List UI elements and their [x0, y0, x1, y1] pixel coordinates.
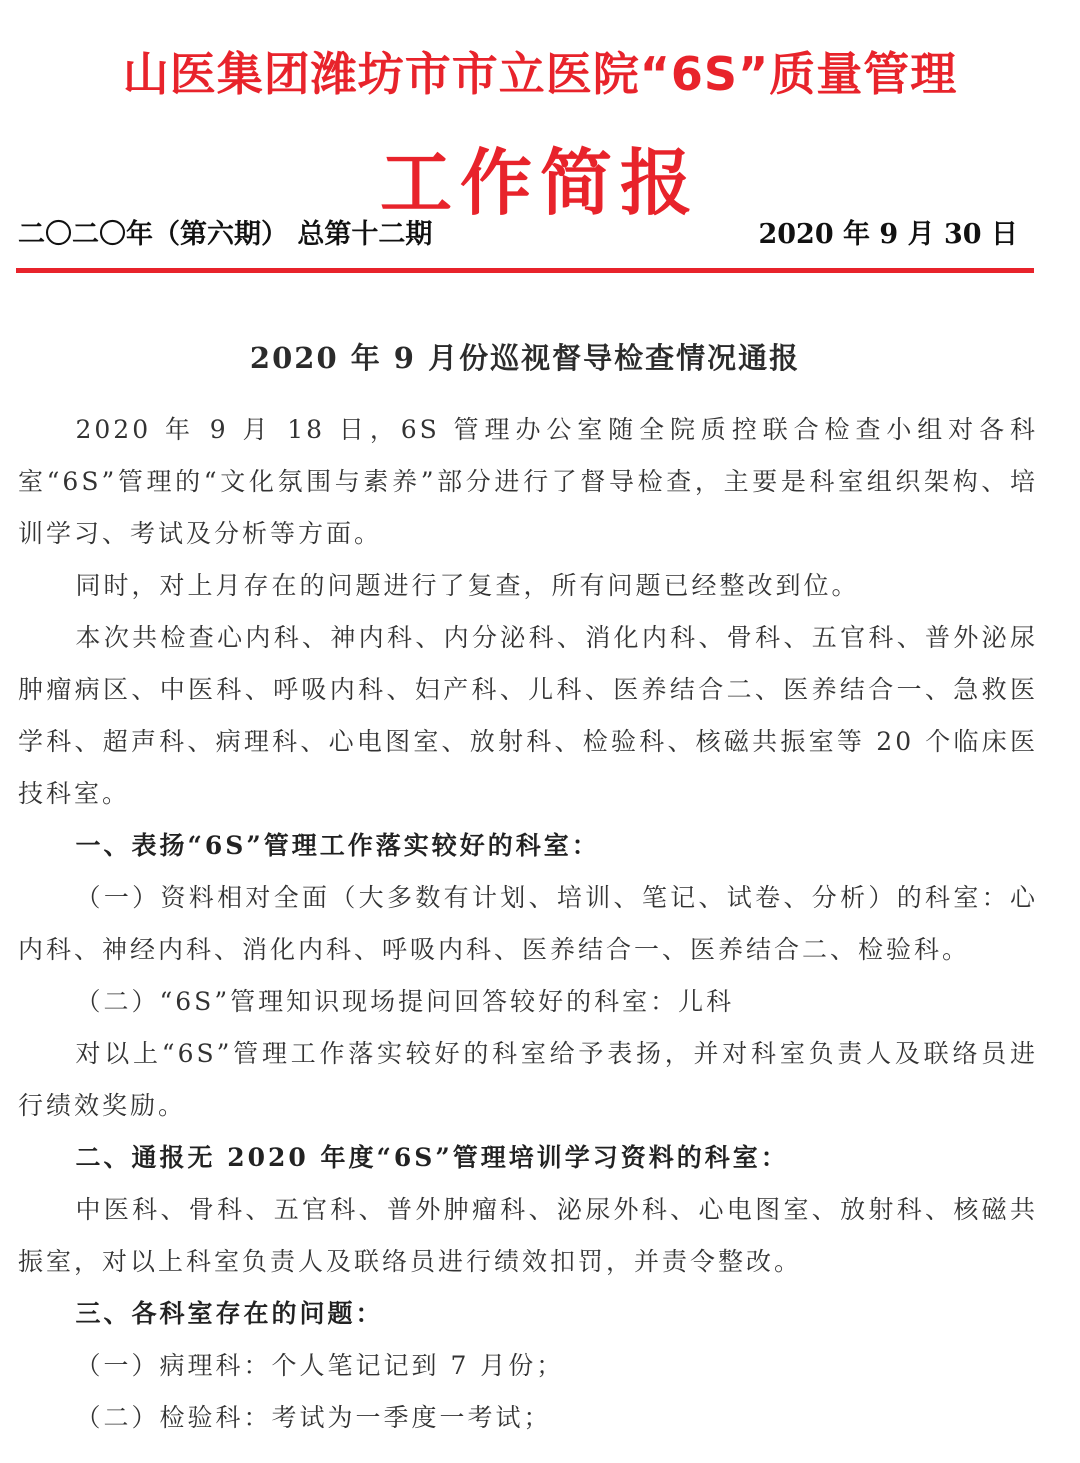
issue-info-row: [18, 212, 1018, 252]
masthead-title: 山医集团潍坊市市立医院“6S”质量管理: [122, 47, 958, 101]
report-title: 2020 年 9 月份巡视督导检查情况通报: [249, 341, 801, 375]
paragraph-recheck: 同时，对上月存在的问题进行了复查，所有问题已经整改到位。: [75, 571, 860, 600]
masthead-subtitle: 工作简报: [379, 141, 700, 225]
section2-heading: 二、通报无 2020 年度“6S”管理培训学习资料的科室：: [75, 1143, 789, 1172]
header-divider: [16, 268, 1034, 273]
issue-date: 2020 年 9 月 30 日: [758, 219, 1018, 250]
section1-item1: （一）资料相对全面（大多数有计划、培训、笔记、试卷、分析）的科室：心内科、神经内科、消化内科、呼吸内科、医养结合一、医养结合二、检验科。: [18, 883, 1038, 964]
section1-item2: （二）“6S”管理知识现场提问回答较好的科室：儿科: [75, 987, 735, 1016]
section3-item1: （一）病理科：个人笔记记到 7 月份；: [75, 1351, 565, 1380]
paragraph-inspection: 2020 年 9 月 18 日，6S 管理办公室随全院质控联合检查小组对各科室“6S”管理的“文化氛围与素养”部分进行了督导检查，主要是科室组织架构、培训学习、考试及分析等方面。: [18, 415, 1038, 548]
issue-number: 二〇二〇年（第六期） 总第十二期: [18, 219, 433, 250]
section3-heading: 三、各科室存在的问题：: [75, 1299, 384, 1328]
paragraph-departments: 本次共检查心内科、神内科、内分泌科、消化内科、骨科、五官科、普外泌尿肿瘤病区、中医科、呼吸内科、妇产科、儿科、医养结合二、医养结合一、急救医学科、超声科、病理科、心电图室、放射科、检验科、核磁共振室等 20 个临床医技科室。: [18, 623, 1038, 808]
section1-heading: 一、表扬“6S”管理工作落实较好的科室：: [75, 831, 600, 860]
section1-reward: 对以上“6S”管理工作落实较好的科室给予表扬，并对科室负责人及联络员进行绩效奖励。: [18, 1039, 1038, 1120]
report-body: [18, 404, 1038, 1444]
section3-item2: （二）检验科：考试为一季度一考试；: [75, 1403, 552, 1432]
section2-text: 中医科、骨科、五官科、普外肿瘤科、泌尿外科、心电图室、放射科、核磁共振室，对以上科室负责人及联络员进行绩效扣罚，并责令整改。: [18, 1195, 1038, 1276]
